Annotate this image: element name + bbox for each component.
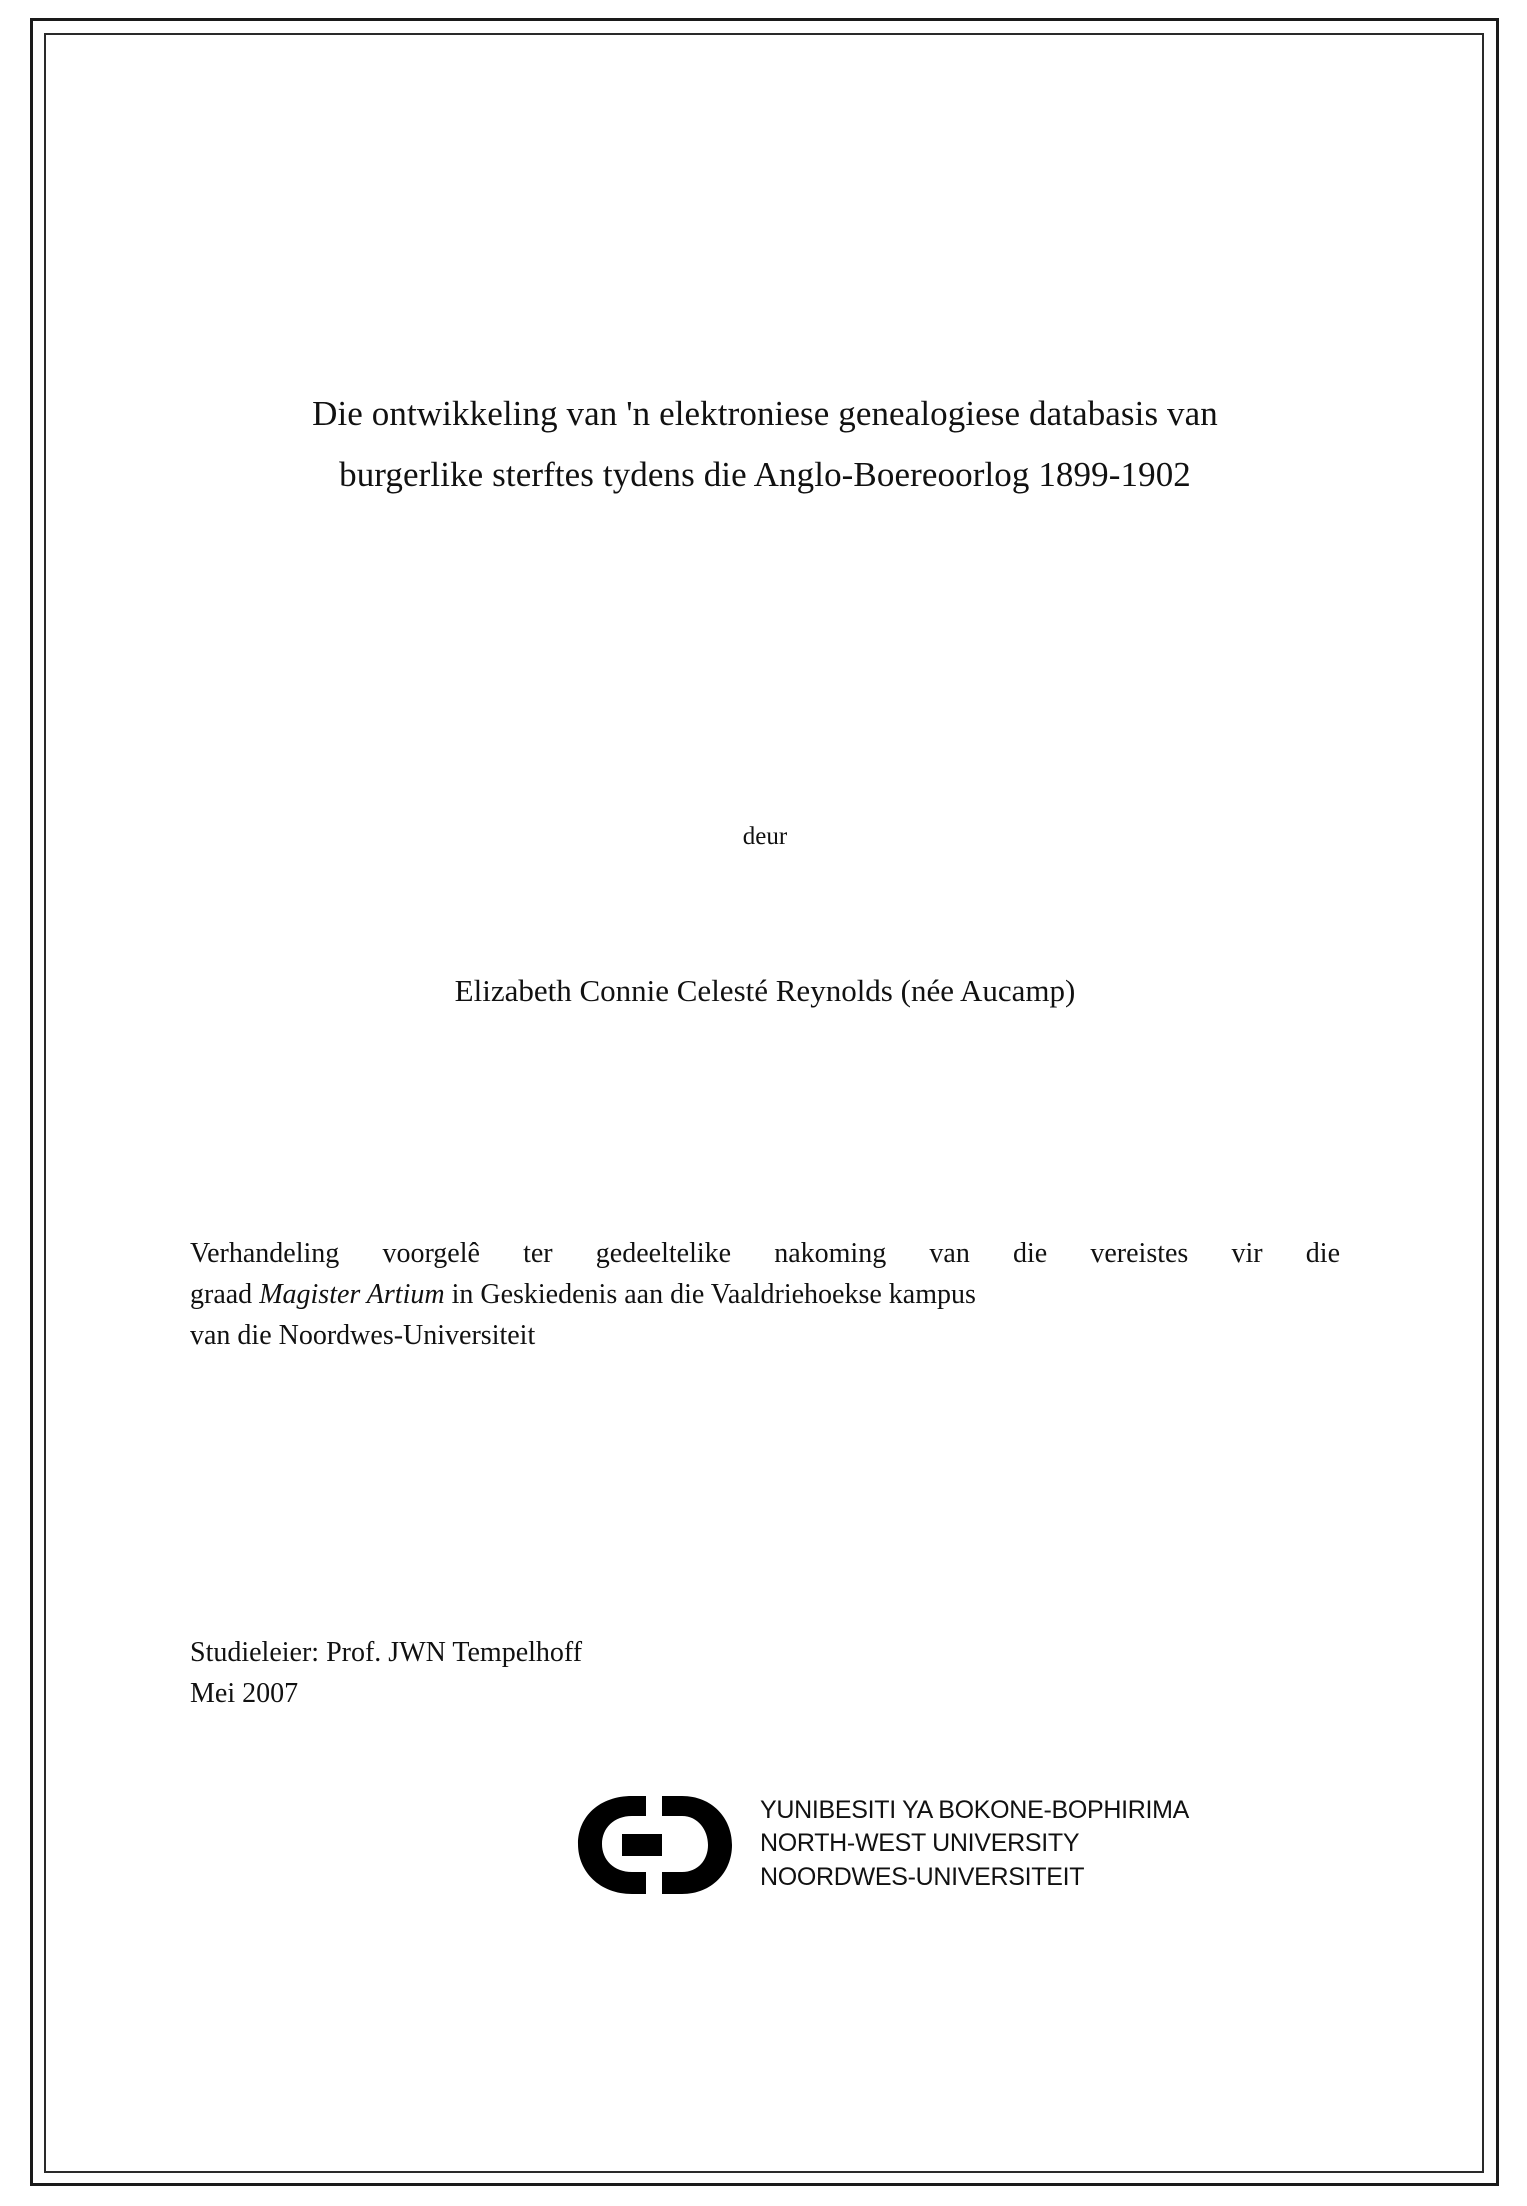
university-logo-text xyxy=(760,1794,1189,1894)
degree-name-italic: Magister Artium xyxy=(259,1279,445,1311)
logo-text-line-1: YUNIBESITI YA BOKONE-BOPHIRIMA xyxy=(760,1796,1190,1824)
page-content xyxy=(185,33,1345,2173)
degree-statement-line-2-suffix: in Geskiedenis aan die Vaaldriehoekse kampus xyxy=(444,1279,976,1311)
degree-statement-line-3: van die Noordwes-Universiteit xyxy=(190,1320,536,1352)
date-line: Mei 2007 xyxy=(190,1677,299,1709)
supervisor-block xyxy=(190,1633,1090,1714)
university-logo-block xyxy=(570,1788,1270,1918)
logo-text-line-3: NOORDWES-UNIVERSITEIT xyxy=(760,1862,1085,1891)
supervisor-line: Studieleier: Prof. JWN Tempelhoff xyxy=(190,1637,583,1668)
author-name: Elizabeth Connie Celesté Reynolds (née Aucamp) xyxy=(454,973,1076,1008)
logo-text-line-2: NORTH-WEST UNIVERSITY xyxy=(760,1829,1080,1858)
page-title-line-1: Die ontwikkeling van 'n elektroniese genealogiese databasis van xyxy=(312,394,1218,433)
by-label: deur xyxy=(742,823,788,850)
degree-statement xyxy=(190,1233,1340,1356)
page-title xyxy=(185,383,1345,506)
degree-statement-line-2 xyxy=(190,1274,1340,1315)
page-title-line-2: burgerlike sterftes tydens die Anglo-Boereoorlog 1899-1902 xyxy=(339,455,1191,495)
north-west-university-logo-icon xyxy=(570,1792,745,1900)
degree-statement-line-1: Verhandeling voorgelê ter gedeeltelike nakoming van die vereistes vir die xyxy=(190,1238,1340,1269)
degree-statement-line-2-prefix: graad xyxy=(190,1279,260,1311)
